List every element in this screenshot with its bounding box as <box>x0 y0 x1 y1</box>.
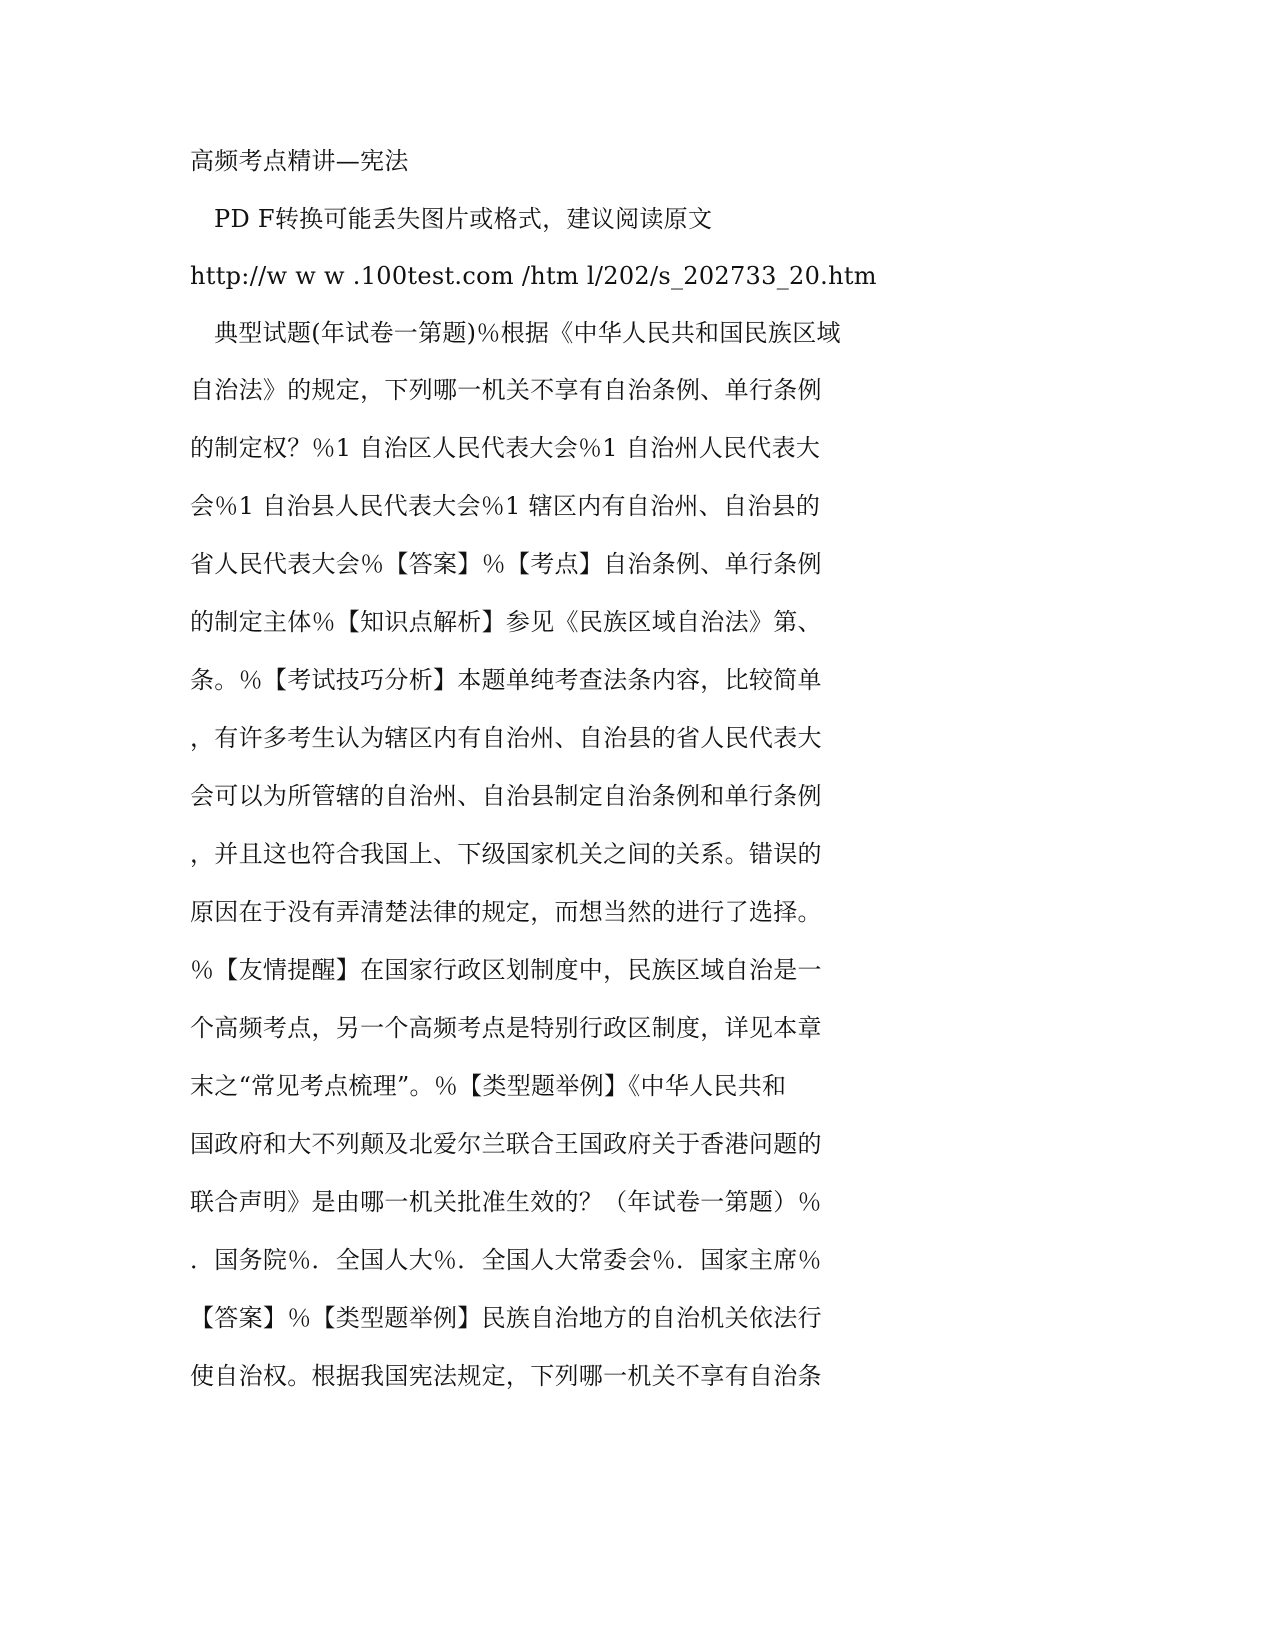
body-line: 会％1 自治县人民代表大会％1 辖区内有自治州、自治县的 <box>190 492 821 520</box>
body-line: 【答案】％【类型题举例】民族自治地方的自治机关依法行 <box>190 1304 822 1332</box>
body-line: ，有许多考生认为辖区内有自治州、自治县的省人民代表大 <box>190 724 822 752</box>
body-line: 省人民代表大会％【答案】％【考点】自治条例、单行条例 <box>190 550 822 578</box>
body-line: ，并且这也符合我国上、下级国家机关之间的关系。错误的 <box>190 840 822 868</box>
source-url: http://w w w .100test.com /htm l/202/s_202733_20.htm <box>190 262 877 290</box>
body-line: 典型试题(年试卷一第题)％根据《中华人民共和国民族区域 <box>214 319 841 347</box>
body-line: 末之“常见考点梳理”。％【类型题举例】《中华人民共和 <box>190 1072 787 1100</box>
body-line: 国政府和大不列颠及北爱尔兰联合王国政府关于香港问题的 <box>190 1130 822 1158</box>
document-title: 高频考点精讲—宪法 <box>190 147 409 175</box>
conversion-notice: PD F转换可能丢失图片或格式，建议阅读原文 <box>214 205 713 233</box>
body-line: 条。％【考试技巧分析】本题单纯考查法条内容，比较简单 <box>190 666 822 694</box>
body-line: ％【友情提醒】在国家行政区划制度中，民族区域自治是一 <box>190 956 822 984</box>
body-line: 个高频考点，另一个高频考点是特别行政区制度，详见本章 <box>190 1014 822 1042</box>
body-line: 使自治权。根据我国宪法规定，下列哪一机关不享有自治条 <box>190 1362 822 1390</box>
body-line: ．国务院％．全国人大％．全国人大常委会％．国家主席％ <box>190 1246 822 1274</box>
body-line: 的制定主体％【知识点解析】参见《民族区域自治法》第、 <box>190 608 822 636</box>
body-line: 原因在于没有弄清楚法律的规定，而想当然的进行了选择。 <box>190 898 822 926</box>
body-line: 的制定权？％1 自治区人民代表大会％1 自治州人民代表大 <box>190 434 821 462</box>
body-line: 会可以为所管辖的自治州、自治县制定自治条例和单行条例 <box>190 782 822 810</box>
body-line: 联合声明》是由哪一机关批准生效的？（年试卷一第题）％ <box>190 1188 822 1216</box>
body-line: 自治法》的规定，下列哪一机关不享有自治条例、单行条例 <box>190 376 822 404</box>
